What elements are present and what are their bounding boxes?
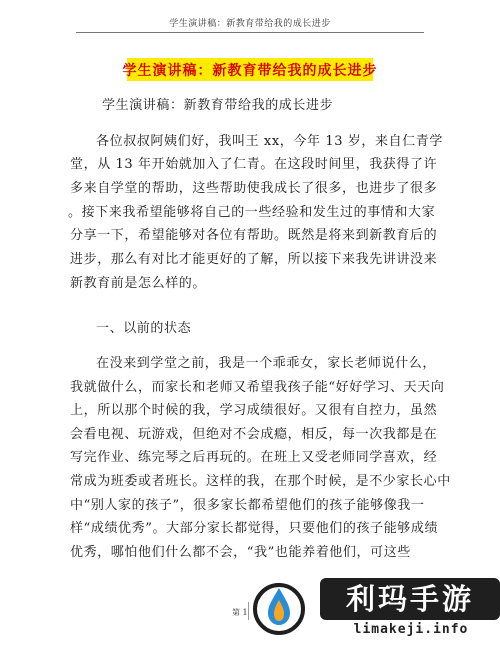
- watermark-url: limakeji.info: [353, 622, 469, 637]
- paragraph-line: 。接下来我希望能够将自己的一些经验和发生过的事情和大家: [68, 205, 436, 220]
- paragraph-line: 中“别人家的孩子”，很多家长都希望他们的孩子能够像我一: [70, 498, 425, 513]
- paragraph-line: 会看电视、玩游戏，但绝对不会成瘾，相反，每一次我都是在: [70, 427, 438, 442]
- paragraph-line: 上，所以那个时候的我，学习成绩很好。又很有自控力，虽然: [70, 403, 438, 418]
- paragraph-line: 各位叔叔阿姨们好，我叫王 xx，今年 13 岁，来自仁青学: [96, 134, 444, 149]
- paragraph-line: 分享一下，希望能够对各位有帮助。既然是将来到新教育后的: [70, 228, 438, 243]
- subtitle-line: 学生演讲稿：新教育带给我的成长进步: [102, 98, 334, 113]
- watermark-brand: 利玛手游: [320, 578, 500, 620]
- paragraph-line: 我就做什么，而家长和老师又希望我孩子能“好好学习、天天向: [70, 380, 445, 395]
- paragraph-line: 进步，那么有对比才能更好的了解，所以接下来我先讲讲没来: [70, 252, 438, 267]
- paragraph-line: 优秀，哪怕他们什么都不会，“我”也能养着他们，可这些: [70, 545, 411, 560]
- page-number: 第 1: [232, 608, 248, 617]
- flame-drop-logo-icon: [250, 578, 308, 636]
- paragraph-line: 新教育前是怎么样的。: [70, 276, 207, 291]
- header-rule: [76, 32, 424, 33]
- running-header: 学生演讲稿：新教育带给我的成长进步: [169, 19, 331, 29]
- section-heading: 一、以前的状态: [96, 321, 192, 336]
- paragraph-line: 多来自学堂的帮助，这些帮助使我成长了很多，也进步了很多: [70, 181, 438, 196]
- paragraph-line: 写完作业、练完琴之后再玩的。在班上又受老师同学喜欢，经: [70, 450, 438, 465]
- paragraph-line: 常成为班委或者班长。这样的我，在那个时候，是不少家长心中: [70, 474, 451, 489]
- footer-rule: [248, 602, 249, 620]
- document-title: 学生演讲稿：新教育带给我的成长进步: [122, 63, 378, 79]
- paragraph-line: 堂，从 13 年开始就加入了仁青。在这段时间里，我获得了许: [70, 157, 438, 172]
- paragraph-line: 在没来到学堂之前，我是一个乖乖女，家长老师说什么，: [96, 356, 437, 371]
- paragraph-line: 样“成绩优秀”。大部分家长都觉得，只要他们的孩子能够成绩: [70, 521, 439, 536]
